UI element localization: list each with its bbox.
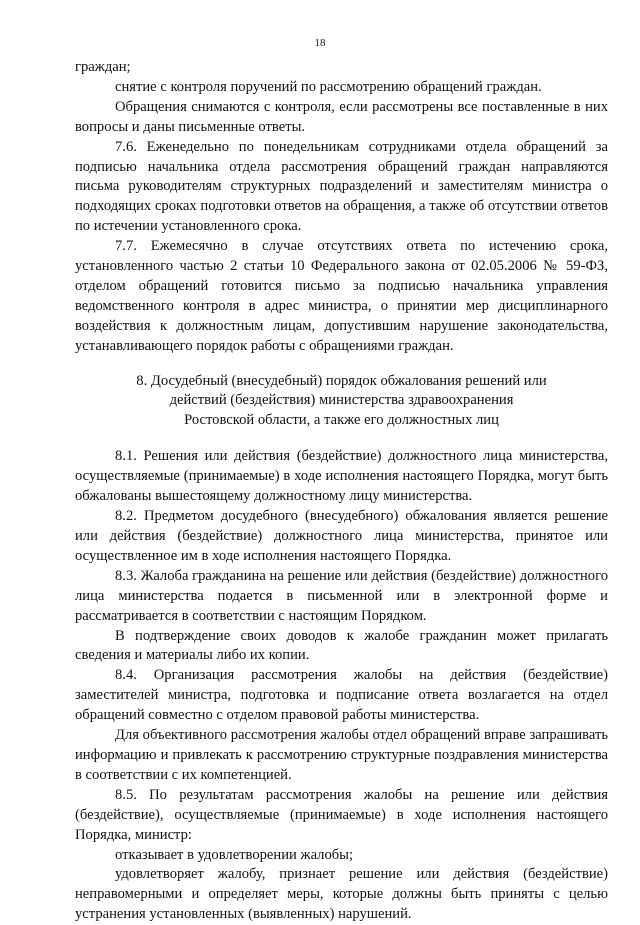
document-body (75, 58, 608, 925)
paragraph-7-6: 7.6. Еженедельно по понедельникам сотрудниками отдела обращений за подписью начальника отдела рассмотрения обращений граждан направляются письма руководителям структурных подразделений и заместителям министра о подходящих сроках подготовки ответов на обращения, а также об отсутствии ответов по истечении установленного срока. (75, 138, 608, 235)
paragraph-8-5: 8.5. По результатам рассмотрения жалобы на решение или действия (бездействие), осуществляемые (принимаемые) в ходе исполнения настоящего Порядка, министр: (75, 786, 608, 843)
paragraph-8-4: 8.4. Организация рассмотрения жалобы на действия (бездействие) заместителей министра, подготовка и подписание ответа возлагается на отдел обращений совместно с отделом правовой работы министерства. (75, 667, 608, 724)
paragraph-refuses-complaint: отказывает в удовлетворении жалобы; (115, 846, 354, 863)
section-8-heading: 8. Досудебный (внесудебный) порядок обжалования решений или действий (бездействия) министерства здравоохранения Ростовской области, а также его должностных лиц (136, 372, 547, 428)
page-number: 18 (314, 37, 326, 49)
paragraph-fragment-citizens: граждан; (75, 59, 131, 75)
paragraph-supporting-materials: В подтверждение своих доводов к жалобе гражданин может прилагать сведения и материалы либо их копии. (75, 627, 608, 664)
paragraph-8-1: 8.1. Решения или действия (бездействие) должностного лица министерства, осуществляемые (принимаемые) в ходе исполнения настоящего Порядка, могут быть обжалованы вышестоящему должностному лицу министерства. (75, 448, 608, 505)
paragraph-8-3: 8.3. Жалоба гражданина на решение или действия (бездействие) должностного лица министерства подается в письменной или в электронной форме и рассматривается в соответствии с настоящим Порядком. (75, 567, 608, 624)
paragraph-7-7: 7.7. Ежемесячно в случае отсутствиях ответа по истечению срока, установленного частью 2 статьи 10 Федерального закона от 02.05.2006 № 59-ФЗ, отделом обращений готовится письмо за подписью начальника управления ведомственного контроля в адрес министра, о принятии мер дисциплинарного воздействия к должностным лицам, допустившим нарушение законодательства, устанавливающего порядок работы с обращениями граждан. (75, 238, 608, 354)
paragraph-removal-from-control: снятие с контроля поручений по рассмотрению обращений граждан. (115, 78, 542, 95)
paragraph-appeals-removed: Обращения снимаются с контроля, если рассмотрены все поставленные в них вопросы и даны письменные ответы. (75, 98, 608, 135)
paragraph-objective-review: Для объективного рассмотрения жалобы отдел обращений вправе запрашивать информацию и привлекать к рассмотрению структурные поздравления министерства в соответствии с их компетенцией. (75, 727, 608, 783)
paragraph-satisfies-complaint: удовлетворяет жалобу, признает решение или действия (бездействие) неправомерными и определяет меры, которые должны быть приняты с целью устранения установленных (выявленных) нарушений. (75, 866, 608, 923)
paragraph-8-2: 8.2. Предметом досудебного (внесудебного) обжалования является решение или действия (бездействие) должностного лица министерства, принятое или осуществленное им в ходе исполнения настоящего Порядка. (75, 508, 608, 564)
